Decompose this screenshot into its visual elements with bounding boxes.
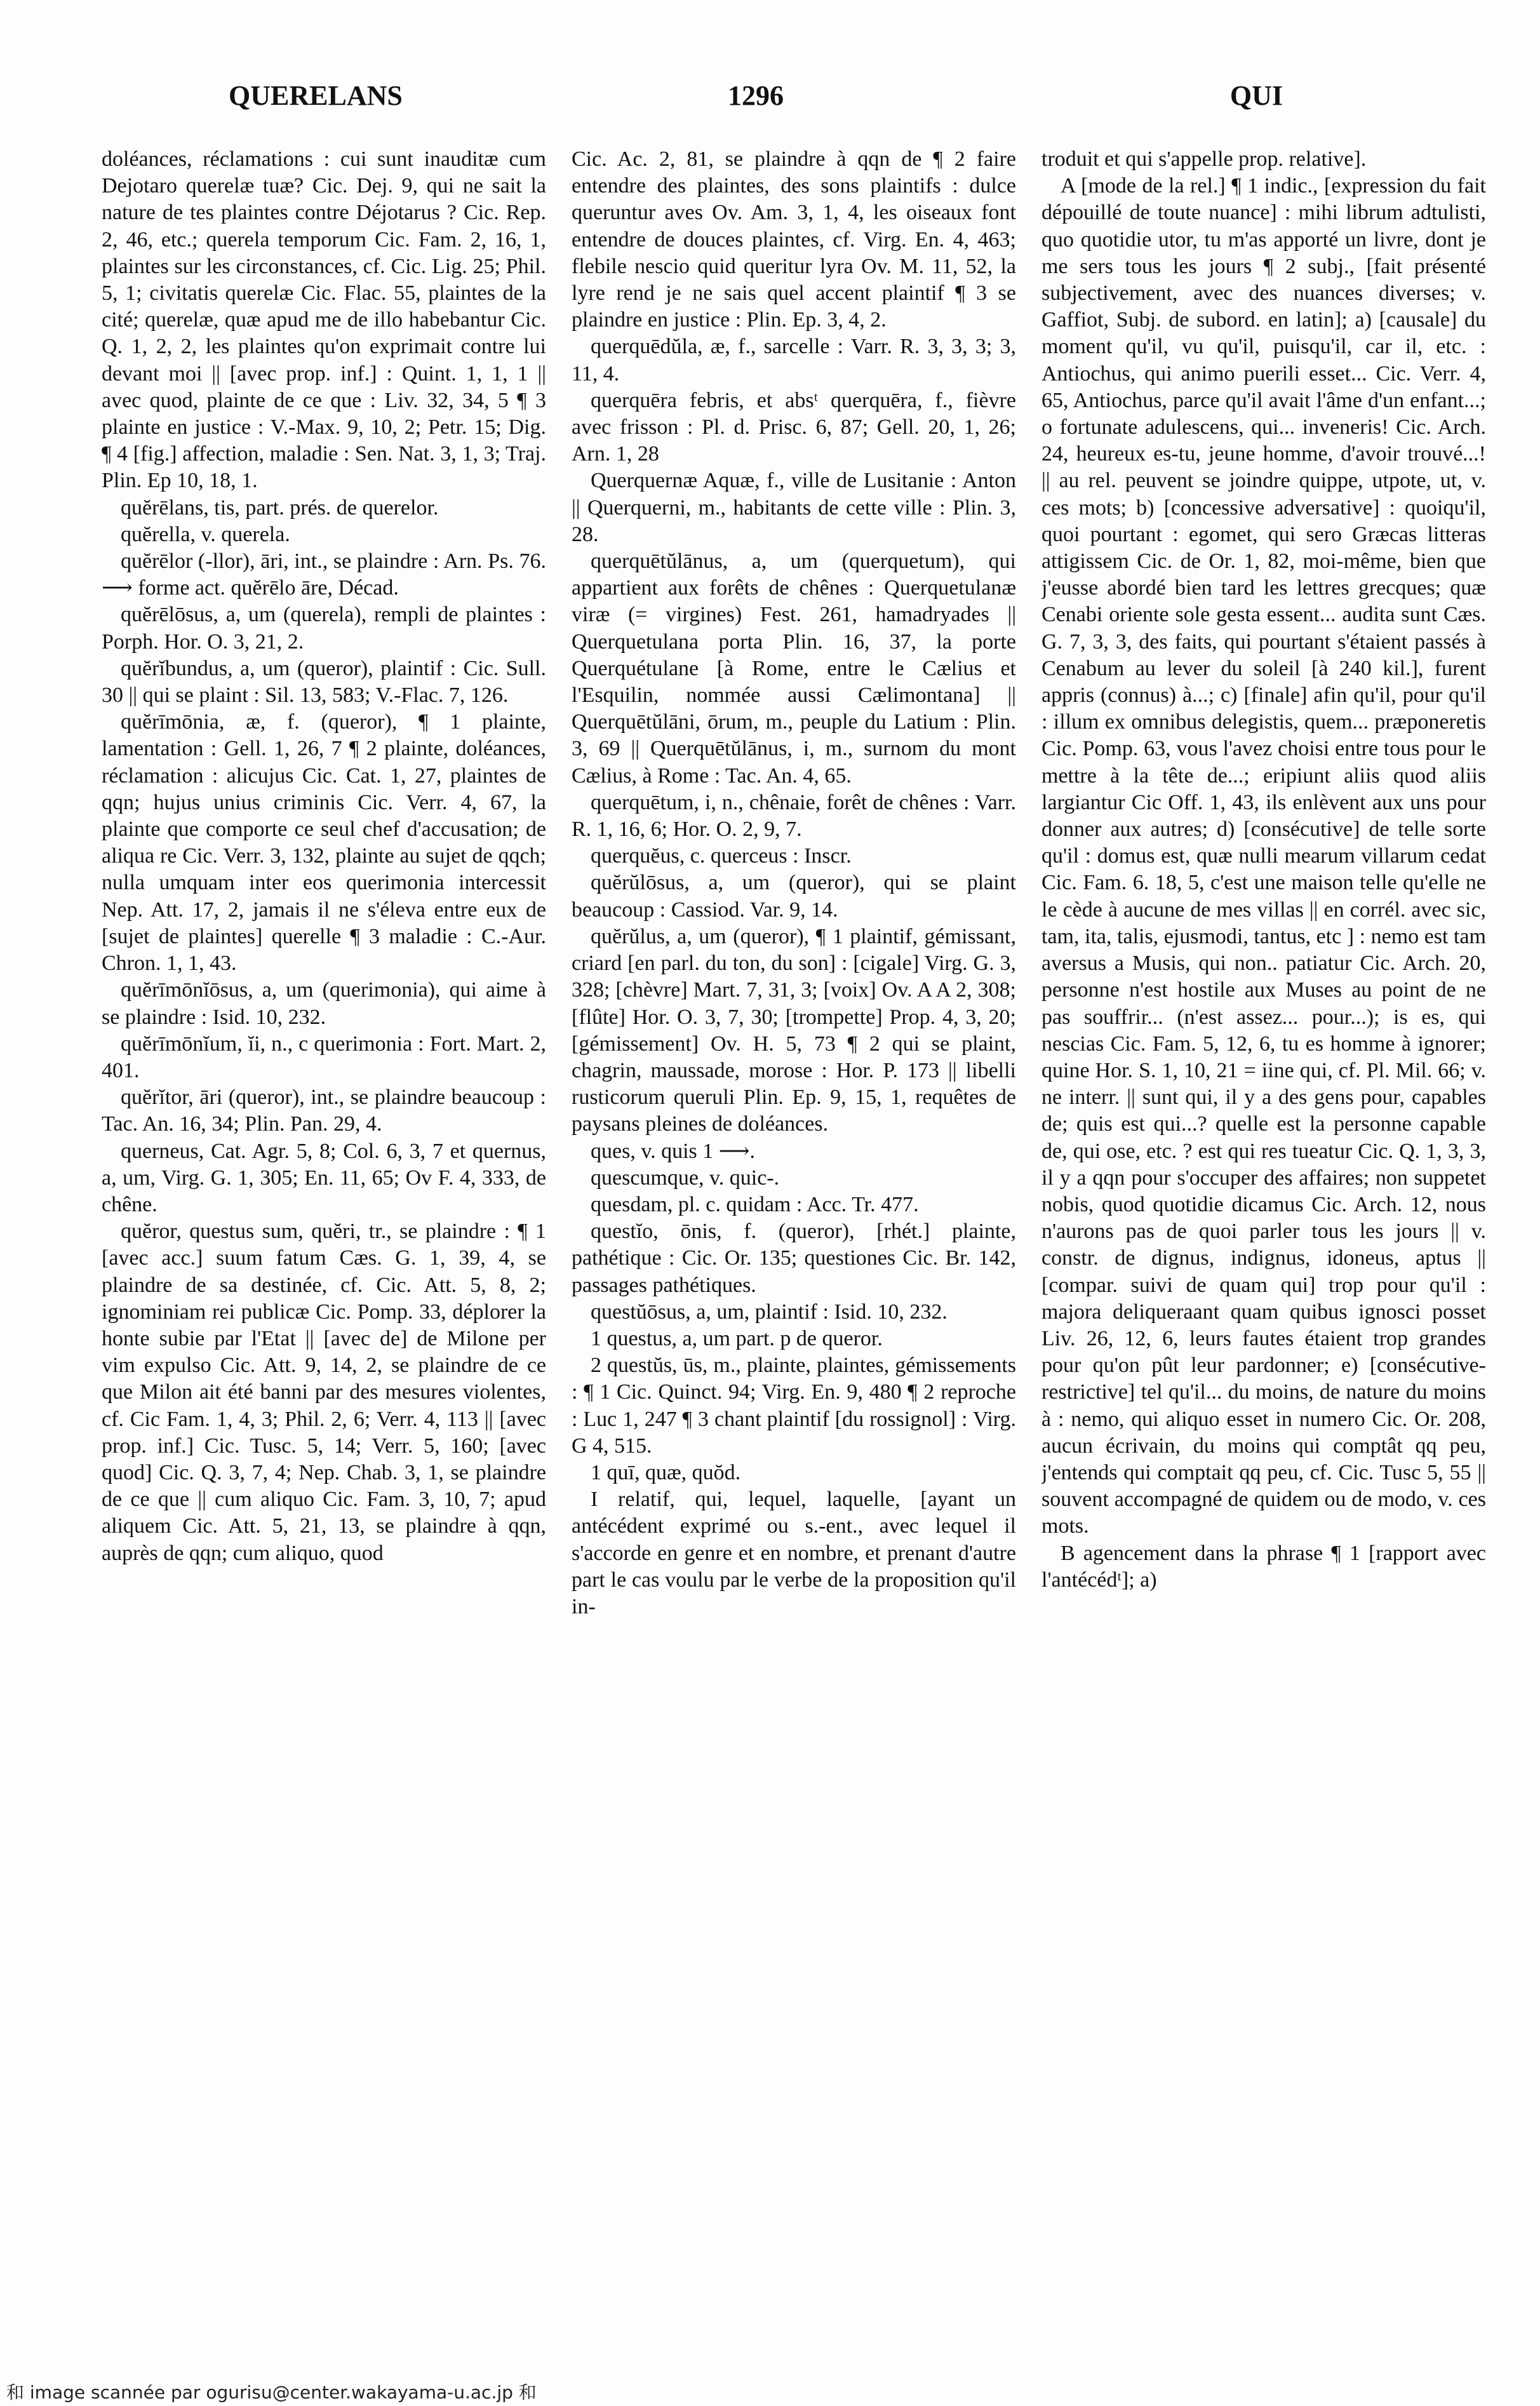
entry-qui-1: 1 quī, quæ, quŏd. [591, 1460, 741, 1484]
entry-querneus: querneus, Cat. Agr. 5, 8; Col. 6, 3, 7 et quernus, a, um, Virg. G. 1, 305; En. 11, 65; Ov F. 4, 333, de chêne. [102, 1139, 546, 1216]
entry-querimonia: quĕrīmōnia, æ, f. (queror), ¶ 1 plainte, lamentation : Gell. 1, 26, 7 ¶ 2 plainte, doléances, réclamation : alicujus Cic. Cat. 1, 27, plaintes de qqn; hujus unius criminis Cic. Verr. 4, 67, la plainte que comporte ce seul chef d'accusation; de aliqua re Cic. Verr. 3, 132, plainte au sujet de qqch; nulla umquam inter eos querimonia intercessit Nep. Att. 17, 2, jamais il ne s'éleva entre eux de [sujet de plaintes] querelle ¶ 3 maladie : C.-Aur. Chron. 1, 1, 43. [102, 710, 546, 976]
section-b-agencement: B agencement dans la phrase ¶ 1 [rapport avec l'antécédᵗ]; a) [1041, 1541, 1486, 1592]
entry-querquera: querquēra febris, et absᵗ querquēra, f., fièvre avec frisson : Pl. d. Prisc. 6, 87; Gell. 20, 1, 26; Arn. 1, 28 [572, 388, 1016, 466]
entry-questus-1: 1 questus, a, um part. p de queror. [591, 1326, 883, 1350]
entry-querulus: quĕrŭlus, a, um (queror), ¶ 1 plaintif, gémissant, criard [en parl. du ton, du son] : [cigale] Virg. G. 3, 328; [chèvre] Mart. 7, 31, 3; [voix] Ov. A A 2, 308; [flûte] Hor. O. 3, 7, 30; [trompette] Prop. 4, 3, 20; [gémissement] Ov. H. 5, 73 ¶ 2 qui se plaint, chagrin, maussade, morose : Hor. P. 173 || libelli rusticorum queruli Plin. Ep. 9, 15, 1, requêtes de paysans pleines de doléances. [572, 924, 1016, 1136]
page-header [229, 79, 1283, 124]
entry-querimonium: quĕrīmōnĭum, ĭi, n., c querimonia : Fort. Mart. 2, 401. [102, 1032, 546, 1082]
entry-ques: ques, v. quis 1 ⟶. [591, 1139, 756, 1163]
column-2 [572, 146, 1016, 2350]
text-columns [102, 146, 1524, 2350]
entry-querulosus: quĕrŭlōsus, a, um (queror), qui se plaint beaucoup : Cassiod. Var. 9, 14. [572, 871, 1016, 922]
column-3 [1041, 146, 1486, 2350]
entry-queritor: quĕrĭtor, āri (queror), int., se plaindre beaucoup : Tac. An. 16, 34; Plin. Pan. 29, 4. [102, 1085, 546, 1136]
entry-questio: questĭo, ōnis, f. (queror), [rhét.] plainte, pathétique : Cic. Or. 135; questiones Cic. Br. 142, passages pathétiques. [572, 1220, 1016, 1297]
entry-querquetum: querquētum, i, n., chênaie, forêt de chênes : Varr. R. 1, 16, 6; Hor. O. 2, 9, 7. [572, 790, 1016, 842]
entry-questuosus: questŭōsus, a, um, plaintif : Isid. 10, 232. [591, 1300, 947, 1324]
entry-querelans: quĕrēlans, tis, part. prés. de querelor. [121, 495, 439, 520]
entry-continuation: doléances, réclamations : cui sunt inauditæ cum Dejotaro querelæ tuæ? Cic. Dej. 9, qui ne sait la nature de tes plaintes contre Déjotarus ? Cic. Rep. 2, 46, etc.; querela temporum Cic. Fam. 2, 16, 1, plaintes sur les circonstances, cf. Cic. Lig. 25; Phil. 5, 1; civitatis querelæ Cic. Flac. 55, plaintes de la cité; querelæ, quæ apud me de illo habebantur Cic. Q. 1, 2, 2, les plaintes qu'on exprimait contre lui devant moi || [avec prop. inf.] : Quint. 1, 1, 1 || avec quod, plainte de ce que : Liv. 32, 34, 5 ¶ 3 plainte en justice : V.-Max. 9, 10, 2; Petr. 15; Dig. ¶ 4 [fig.] affection, maladie : Sen. Nat. 3, 1, 3; Traj. Plin. Ep 10, 18, 1. [102, 147, 546, 493]
entry-querquernae-aquae: Querquernæ Aquæ, f., ville de Lusitanie : Anton || Querquerni, m., habitants de cette ville : Plin. 3, 28. [572, 469, 1016, 546]
entry-querelosus: quĕrēlōsus, a, um (querela), rempli de plaintes : Porph. Hor. O. 3, 21, 2. [102, 603, 546, 654]
entry-querqueus: querquĕus, c. querceus : Inscr. [591, 844, 852, 868]
entry-qui-relatif: I relatif, qui, lequel, laquelle, [ayant un antécédent exprimé ou s.-ent., avec lequel il s'accorde en genre et en nombre, et prenant d'autre part le cas voulu par le verbe de la proposition qu'il in- [572, 1488, 1016, 1618]
header-left-headword: QUERELANS [229, 80, 403, 111]
entry-queribundus: quĕrĭbundus, a, um (queror), plaintif : Cic. Sull. 30 || qui se plaint : Sil. 13, 583; V.-Flac. 7, 126. [102, 656, 546, 708]
scan-credit-footer: 和 image scannée par ogurisu@center.wakayama-u.ac.jp 和 [6, 2382, 537, 2403]
entry-querimoniosus: quĕrīmōnĭōsus, a, um (querimonia), qui aime à se plaindre : Isid. 10, 232. [102, 978, 546, 1029]
entry-querelor: quĕrēlor (-llor), āri, int., se plaindre : Arn. Ps. 76. ⟶ forme act. quĕrēlo āre, Décad. [102, 549, 546, 600]
entry-querquedula: querquēdŭla, æ, f., sarcelle : Varr. R. 3, 3, 3; 3, 11, 4. [572, 335, 1016, 386]
entry-quesdam: quesdam, pl. c. quidam : Acc. Tr. 477. [591, 1192, 919, 1216]
entry-queror: quĕror, questus sum, quĕri, tr., se plaindre : ¶ 1 [avec acc.] suum fatum Cæs. G. 1, 39, 4, se plaindre de sa destinée, cf. Cic. Att. 5, 8, 2; ignominiam rei publicæ Cic. Pomp. 33, déplorer la honte subie par l'Etat || [avec de] de Milone per vim expulso Cic. Att. 9, 14, 2, se plaindre de ce que Milon ait été banni par des mesures violentes, cf. Cic Fam. 1, 4, 3; Phil. 2, 6; Verr. 4, 113 || [avec prop. inf.] Cic. Tusc. 5, 14; Verr. 5, 160; [avec quod] Cic. Q. 3, 7, 4; Nep. Chab. 3, 1, se plaindre de ce que || cum aliquo Cic. Fam. 3, 10, 7; apud aliquem Cic. Att. 5, 21, 13, se plaindre à qqn, auprès de qqn; cum aliquo, quod [102, 1220, 546, 1565]
entry-continuation: troduit et qui s'appelle prop. relative]. [1041, 147, 1367, 171]
column-1 [102, 146, 546, 2350]
entry-quescumque: quescumque, v. quic-. [591, 1166, 780, 1190]
entry-querquetulanus: querquētŭlānus, a, um (querquetum), qui appartient aux forêts de chênes : Querquetulanæ viræ (= virgines) Fest. 261, hamadryades || Querquetulana porta Plin. 16, 37, la porte Querquétulane [à Rome, entre le Cælius et l'Esquilin, nommée aussi Cælimontana] || Querquētŭlāni, ōrum, m., peuple du Latium : Plin. 3, 69 || Querquētŭlānus, i, m., surnom du mont Cælius, à Rome : Tac. An. 4, 65. [572, 549, 1016, 788]
entry-querella: quĕrella, v. querela. [121, 522, 290, 546]
section-a-mode: A [mode de la rel.] ¶ 1 indic., [expression du fait dépouillé de toute nuance] : mihi librum adtulisti, quo quotidie utor, tu m'as apporté un livre, dont je me sers tous les jours ¶ 2 subj., [fait présenté subjectivement, avec des nuances diverses; v. Gaffiot, Subj. de subord. en latin]; a) [causale] du moment qu'il, vu qu'il, puisqu'il, car il, etc. : Antiochus, qui animo puerili esset... Cic. Verr. 4, 65, Antiochus, parce qu'il avait l'âme d'un enfant...; o fortunate adulescens, qui... inveneris! Cic. Arch. 24, heureux es-tu, jeune homme, d'avoir trouvé...! || au rel. peuvent se joindre quippe, utpote, ut, v. ces mots; b) [concessive adversative] : quoiqu'il, quoi pourtant : egomet, qui sero Græcas litteras attigissem Cic. de Or. 1, 82, moi-même, bien que j'eusse abordé bien tard les lettres grecques; quæ Cenabi oriente sole gesta essent... audita sunt Cæs. G. 7, 3, 3, des faits, qui pourtant s'étaient passés à Cenabum au lever du soleil [à 240 kil.], furent appris (connus) à...; c) [finale] afin qu'il, pour qu'il : illum ex omnibus delegistis, quem... præponeretis Cic. Pomp. 63, vous l'avez choisi entre tous pour le mettre à la tête de...; eripiunt aliis quod aliis largiantur Cic Off. 1, 43, ils enlèvent aux uns pour donner aux autres; d) [consécutive] de telle sorte qu'il : domus est, quæ nulli mearum villarum cedat Cic. Fam. 6. 18, 5, c'est une maison telle qu'elle ne le cède à aucune de mes villas || en corrél. avec sic, tam, ita, talis, ejusmodi, tantus, etc ] : nemo est tam aversus a Musis, qui non.. patiatur Cic. Arch. 20, personne n'est hostile aux Muses au point de ne pas souffrir... (n'est assez... pour...); is es, qui nescias Cic. Fam. 5, 12, 6, tu es homme à ignorer; quine Hor. S. 1, 10, 21 = iine qui, cf. Pl. Mil. 66; v. ne interr. || sunt qui, il y a des gens pour, capables de; quis est qui...? quelle est la personne capable de, qui ose, etc. ? est qui res tueatur Cic. Q. 1, 3, 3, il y a qqn pour s'occuper des affaires; non suppetet nobis, quod quotidie dicamus Cic. Arch. 12, nous n'aurons pas de quoi parler tous les jours || v. constr. de dignus, indignus, idoneus, aptus || [compar. suivi de quam qui] trop pour qu'il : majora deliqueraant quam quibus ignosci posset Liv. 26, 12, 6, leurs fautes étaient trop grandes pour qu'on pût leur pardonner; e) [consécutive-restrictive] tel qu'il... du moins, de nature du moins à : nemo, qui aliquo esset in numero Cic. Or. 208, aucun écrivain, du moins qui comptât qq peu, j'entends qui comptait qq peu, cf. Cic. Tusc 5, 55 || souvent accompagné de quidem ou de modo, v. ces mots. [1041, 174, 1486, 1538]
entry-questus-2: 2 questŭs, ūs, m., plainte, plaintes, gémissements : ¶ 1 Cic. Quinct. 94; Virg. En. 9, 480 ¶ 2 reproche : Luc 1, 247 ¶ 3 chant plaintif [du rossignol] : Virg. G 4, 515. [572, 1354, 1016, 1458]
header-right-headword: QUI [1229, 80, 1283, 111]
entry-continuation: Cic. Ac. 2, 81, se plaindre à qqn de ¶ 2 faire entendre des plaintes, des sons plaintifs : dulce queruntur aves Ov. Am. 3, 1, 4, les oiseaux font entendre de douces plaintes, cf. Virg. En. 4, 463; flebile nescio quid queritur lyra Ov. M. 11, 52, la lyre rend je ne sais quel accent plaintif ¶ 3 se plaindre en justice : Plin. Ep. 3, 4, 2. [572, 147, 1016, 332]
page-number: 1296 [728, 80, 784, 111]
